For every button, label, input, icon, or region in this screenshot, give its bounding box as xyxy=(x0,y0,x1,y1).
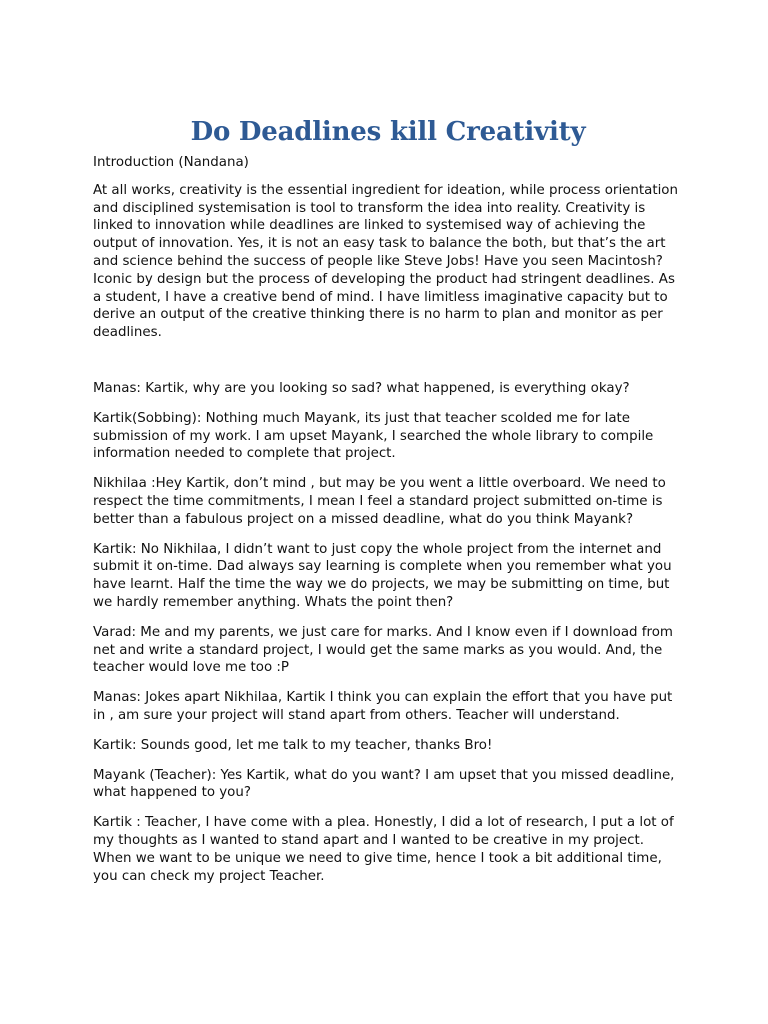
dialogue-paragraph: Manas: Jokes apart Nikhilaa, Kartik I think you can explain the effort that you have put in , am sure your project will stand apart from others. Teacher will understand. xyxy=(93,690,673,723)
dialogue-paragraph: Varad: Me and my parents, we just care for marks. And I know even if I download from net and write a standard project, I would get the same marks as you would. And, the teacher would love me too :P xyxy=(93,624,673,676)
document-title: Do Deadlines kill Creativity xyxy=(190,117,586,147)
dialogue-paragraph: Kartik(Sobbing): Nothing much Mayank, its just that teacher scolded me for late submission of my work. I am upset Mayank, I searched the whole library to compile information needed to complete that project. xyxy=(93,410,654,462)
dialogue-paragraph: Manas: Kartik, why are you looking so sad? what happened, is everything okay? xyxy=(93,380,630,396)
dialogue-paragraph: Kartik : Teacher, I have come with a plea. Honestly, I did a lot of research, I put a lot of my thoughts as I wanted to stand apart and I wanted to be creative in my project. When we want to be unique we need to give time, hence I took a bit additional time, you can check my project Teacher. xyxy=(93,815,674,884)
document-page xyxy=(93,112,683,897)
dialogue-paragraph: Kartik: Sounds good, let me talk to my teacher, thanks Bro! xyxy=(93,737,493,753)
intro-paragraph: At all works, creativity is the essential ingredient for ideation, while process orientation and disciplined systemisation is tool to transform the idea into reality. Creativity is linked to innovation while deadlines are linked to systemised way of achieving the output of innovation. Yes, it is not an easy task to balance the both, but that’s the art and science behind the success of people like Steve Jobs! Have you seen Macintosh? Iconic by design but the process of developing the product had stringent deadlines. As a student, I have a creative bend of mind. I have limitless imaginative capacity but to derive an output of the creative thinking there is no harm to plan and monitor as per deadlines. xyxy=(93,182,678,341)
dialogue-paragraph: Kartik: No Nikhilaa, I didn’t want to just copy the whole project from the internet and submit it on-time. Dad always say learning is complete when you remember what you have learnt. Half the time the way we do projects, we may be submitting on time, but we hardly remember anything. Whats the point then? xyxy=(93,541,672,610)
dialogue-paragraph: Mayank (Teacher): Yes Kartik, what do you want? I am upset that you missed deadline, what happened to you? xyxy=(93,767,675,801)
dialogue-paragraph: Nikhilaa :Hey Kartik, don’t mind , but may be you went a little overboard. We need to respect the time commitments, I mean I feel a standard project submitted on-time is better than a fabulous project on a missed deadline, what do you think Mayank? xyxy=(93,476,666,527)
intro-label: Introduction (Nandana) xyxy=(93,155,249,170)
